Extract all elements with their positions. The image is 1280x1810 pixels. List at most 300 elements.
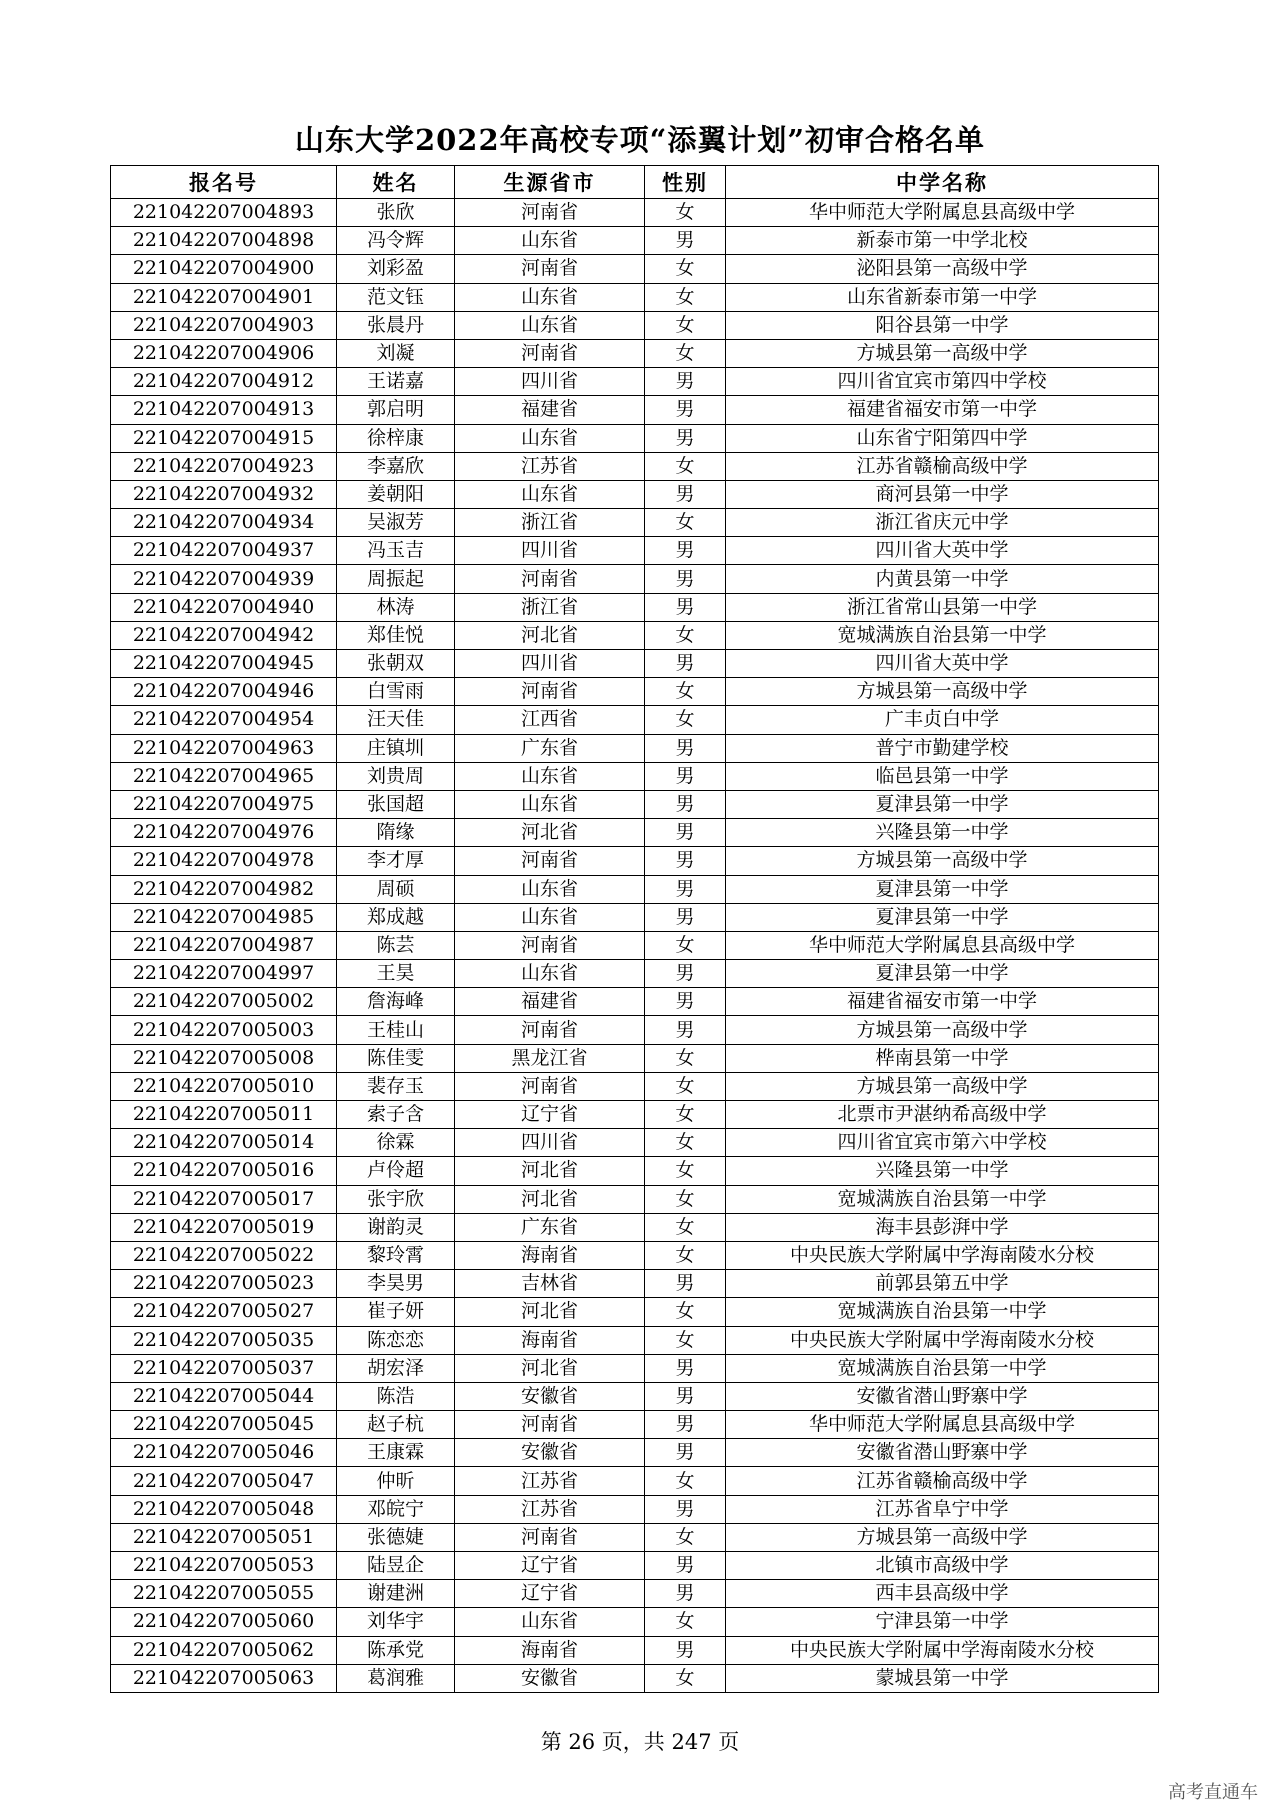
registration-number-cell: 221042207005047 xyxy=(111,1467,337,1495)
province-cell: 山东省 xyxy=(455,790,645,818)
table-row xyxy=(111,452,1159,480)
province-cell: 河南省 xyxy=(455,1523,645,1551)
school-cell: 江苏省赣榆高级中学 xyxy=(726,1467,1159,1495)
school-cell: 宁津县第一中学 xyxy=(726,1608,1159,1636)
gender-cell: 女 xyxy=(645,1664,726,1692)
province-cell: 四川省 xyxy=(455,537,645,565)
gender-cell: 女 xyxy=(645,339,726,367)
table-row xyxy=(111,1101,1159,1129)
gender-cell: 女 xyxy=(645,311,726,339)
school-cell: 北票市尹湛纳希高级中学 xyxy=(726,1101,1159,1129)
name-cell: 隋缘 xyxy=(337,819,455,847)
gender-cell: 男 xyxy=(645,762,726,790)
province-cell: 山东省 xyxy=(455,480,645,508)
document-title: 山东大学2022年高校专项“添翼计划”初审合格名单 xyxy=(294,123,986,157)
name-cell: 胡宏泽 xyxy=(337,1354,455,1382)
name-cell: 谢韵灵 xyxy=(337,1213,455,1241)
registration-number-cell: 221042207004939 xyxy=(111,565,337,593)
name-cell: 郑成越 xyxy=(337,903,455,931)
table-row xyxy=(111,537,1159,565)
gender-cell: 女 xyxy=(645,1298,726,1326)
province-cell: 河北省 xyxy=(455,621,645,649)
table-row xyxy=(111,1495,1159,1523)
table-row xyxy=(111,1608,1159,1636)
name-cell: 汪天佳 xyxy=(337,706,455,734)
name-cell: 周硕 xyxy=(337,875,455,903)
name-cell: 索子含 xyxy=(337,1101,455,1129)
name-cell: 卢伶超 xyxy=(337,1157,455,1185)
table-row xyxy=(111,565,1159,593)
school-cell: 华中师范大学附属息县高级中学 xyxy=(726,931,1159,959)
name-cell: 陈佳雯 xyxy=(337,1044,455,1072)
province-cell: 江苏省 xyxy=(455,452,645,480)
registration-number-cell: 221042207004945 xyxy=(111,650,337,678)
registration-number-cell: 221042207005062 xyxy=(111,1636,337,1664)
table-row xyxy=(111,1326,1159,1354)
table-row xyxy=(111,368,1159,396)
gender-cell: 女 xyxy=(645,509,726,537)
table-row xyxy=(111,762,1159,790)
name-cell: 王康霖 xyxy=(337,1439,455,1467)
registration-number-cell: 221042207004901 xyxy=(111,283,337,311)
name-cell: 谢建洲 xyxy=(337,1580,455,1608)
province-cell: 河北省 xyxy=(455,1157,645,1185)
registration-number-cell: 221042207004946 xyxy=(111,678,337,706)
registration-number-cell: 221042207005002 xyxy=(111,988,337,1016)
school-cell: 蒙城县第一中学 xyxy=(726,1664,1159,1692)
province-cell: 山东省 xyxy=(455,283,645,311)
province-cell: 浙江省 xyxy=(455,593,645,621)
gender-cell: 男 xyxy=(645,1270,726,1298)
roster-table xyxy=(110,165,1159,1693)
table-row xyxy=(111,255,1159,283)
gender-cell: 男 xyxy=(645,537,726,565)
gender-cell: 男 xyxy=(645,1382,726,1410)
school-cell: 商河县第一中学 xyxy=(726,480,1159,508)
table-row xyxy=(111,424,1159,452)
school-cell: 夏津县第一中学 xyxy=(726,875,1159,903)
registration-number-cell: 221042207005010 xyxy=(111,1072,337,1100)
province-cell: 山东省 xyxy=(455,875,645,903)
gender-cell: 女 xyxy=(645,1523,726,1551)
name-cell: 徐梓康 xyxy=(337,424,455,452)
registration-number-cell: 221042207004985 xyxy=(111,903,337,931)
province-cell: 河南省 xyxy=(455,1072,645,1100)
table-row xyxy=(111,1213,1159,1241)
registration-number-cell: 221042207004965 xyxy=(111,762,337,790)
registration-number-cell: 221042207004982 xyxy=(111,875,337,903)
school-cell: 泌阳县第一高级中学 xyxy=(726,255,1159,283)
school-cell: 阳谷县第一中学 xyxy=(726,311,1159,339)
name-cell: 陈承党 xyxy=(337,1636,455,1664)
table-row xyxy=(111,903,1159,931)
province-cell: 河南省 xyxy=(455,565,645,593)
province-cell: 安徽省 xyxy=(455,1664,645,1692)
registration-number-cell: 221042207004997 xyxy=(111,960,337,988)
school-cell: 方城县第一高级中学 xyxy=(726,1523,1159,1551)
province-cell: 河南省 xyxy=(455,199,645,227)
gender-cell: 女 xyxy=(645,1072,726,1100)
gender-cell: 男 xyxy=(645,903,726,931)
table-row xyxy=(111,199,1159,227)
table-row xyxy=(111,1298,1159,1326)
registration-number-cell: 221042207005011 xyxy=(111,1101,337,1129)
gender-cell: 男 xyxy=(645,1439,726,1467)
gender-cell: 男 xyxy=(645,565,726,593)
name-cell: 王诺嘉 xyxy=(337,368,455,396)
registration-number-cell: 221042207004932 xyxy=(111,480,337,508)
table-row xyxy=(111,1523,1159,1551)
name-cell: 刘彩盈 xyxy=(337,255,455,283)
registration-number-cell: 221042207004893 xyxy=(111,199,337,227)
province-cell: 河南省 xyxy=(455,678,645,706)
province-cell: 山东省 xyxy=(455,227,645,255)
gender-cell: 男 xyxy=(645,790,726,818)
name-cell: 陆昱企 xyxy=(337,1552,455,1580)
table-row xyxy=(111,1185,1159,1213)
registration-number-cell: 221042207004915 xyxy=(111,424,337,452)
name-cell: 冯令辉 xyxy=(337,227,455,255)
school-cell: 前郭县第五中学 xyxy=(726,1270,1159,1298)
registration-number-cell: 221042207004942 xyxy=(111,621,337,649)
name-cell: 张晨丹 xyxy=(337,311,455,339)
school-cell: 福建省福安市第一中学 xyxy=(726,396,1159,424)
registration-number-cell: 221042207004987 xyxy=(111,931,337,959)
registration-number-cell: 221042207004978 xyxy=(111,847,337,875)
gender-cell: 男 xyxy=(645,1495,726,1523)
name-cell: 冯玉吉 xyxy=(337,537,455,565)
province-cell: 吉林省 xyxy=(455,1270,645,1298)
name-cell: 李昊男 xyxy=(337,1270,455,1298)
gender-cell: 男 xyxy=(645,819,726,847)
province-cell: 山东省 xyxy=(455,424,645,452)
school-cell: 华中师范大学附属息县高级中学 xyxy=(726,199,1159,227)
registration-number-cell: 221042207004976 xyxy=(111,819,337,847)
gender-cell: 男 xyxy=(645,875,726,903)
school-cell: 夏津县第一中学 xyxy=(726,903,1159,931)
table-row xyxy=(111,1354,1159,1382)
province-cell: 四川省 xyxy=(455,650,645,678)
name-cell: 王昊 xyxy=(337,960,455,988)
province-cell: 河南省 xyxy=(455,339,645,367)
province-cell: 浙江省 xyxy=(455,509,645,537)
registration-number-cell: 221042207005046 xyxy=(111,1439,337,1467)
gender-cell: 男 xyxy=(645,1580,726,1608)
province-cell: 河北省 xyxy=(455,1185,645,1213)
registration-number-cell: 221042207005017 xyxy=(111,1185,337,1213)
table-row xyxy=(111,1016,1159,1044)
province-cell: 辽宁省 xyxy=(455,1580,645,1608)
table-row xyxy=(111,1636,1159,1664)
gender-cell: 男 xyxy=(645,1636,726,1664)
table-row xyxy=(111,1044,1159,1072)
province-cell: 辽宁省 xyxy=(455,1552,645,1580)
name-cell: 周振起 xyxy=(337,565,455,593)
table-row xyxy=(111,1072,1159,1100)
name-cell: 刘凝 xyxy=(337,339,455,367)
table-row xyxy=(111,1157,1159,1185)
province-cell: 安徽省 xyxy=(455,1439,645,1467)
gender-cell: 女 xyxy=(645,1326,726,1354)
registration-number-cell: 221042207005044 xyxy=(111,1382,337,1410)
name-cell: 葛润雅 xyxy=(337,1664,455,1692)
province-cell: 辽宁省 xyxy=(455,1101,645,1129)
school-cell: 中央民族大学附属中学海南陵水分校 xyxy=(726,1326,1159,1354)
header-gender: 性别 xyxy=(645,166,726,199)
name-cell: 张德婕 xyxy=(337,1523,455,1551)
table-row xyxy=(111,283,1159,311)
school-cell: 江苏省赣榆高级中学 xyxy=(726,452,1159,480)
gender-cell: 女 xyxy=(645,199,726,227)
name-cell: 刘华宇 xyxy=(337,1608,455,1636)
province-cell: 海南省 xyxy=(455,1326,645,1354)
name-cell: 仲昕 xyxy=(337,1467,455,1495)
registration-number-cell: 221042207004940 xyxy=(111,593,337,621)
registration-number-cell: 221042207005016 xyxy=(111,1157,337,1185)
gender-cell: 女 xyxy=(645,255,726,283)
school-cell: 方城县第一高级中学 xyxy=(726,339,1159,367)
province-cell: 四川省 xyxy=(455,368,645,396)
school-cell: 浙江省常山县第一中学 xyxy=(726,593,1159,621)
name-cell: 郭启明 xyxy=(337,396,455,424)
school-cell: 海丰县彭湃中学 xyxy=(726,1213,1159,1241)
province-cell: 山东省 xyxy=(455,311,645,339)
school-cell: 福建省福安市第一中学 xyxy=(726,988,1159,1016)
province-cell: 山东省 xyxy=(455,903,645,931)
school-cell: 临邑县第一中学 xyxy=(726,762,1159,790)
school-cell: 兴隆县第一中学 xyxy=(726,1157,1159,1185)
school-cell: 广丰贞白中学 xyxy=(726,706,1159,734)
name-cell: 邓皖宁 xyxy=(337,1495,455,1523)
registration-number-cell: 221042207005027 xyxy=(111,1298,337,1326)
school-cell: 安徽省潜山野寨中学 xyxy=(726,1382,1159,1410)
school-cell: 宽城满族自治县第一中学 xyxy=(726,621,1159,649)
province-cell: 江苏省 xyxy=(455,1467,645,1495)
registration-number-cell: 221042207005051 xyxy=(111,1523,337,1551)
registration-number-cell: 221042207005003 xyxy=(111,1016,337,1044)
school-cell: 北镇市高级中学 xyxy=(726,1552,1159,1580)
table-row xyxy=(111,396,1159,424)
name-cell: 李嘉欣 xyxy=(337,452,455,480)
name-cell: 姜朝阳 xyxy=(337,480,455,508)
school-cell: 普宁市勤建学校 xyxy=(726,734,1159,762)
gender-cell: 女 xyxy=(645,452,726,480)
school-cell: 夏津县第一中学 xyxy=(726,960,1159,988)
school-cell: 四川省大英中学 xyxy=(726,650,1159,678)
school-cell: 新泰市第一中学北校 xyxy=(726,227,1159,255)
table-header-row xyxy=(111,166,1159,199)
gender-cell: 男 xyxy=(645,1552,726,1580)
gender-cell: 男 xyxy=(645,988,726,1016)
province-cell: 山东省 xyxy=(455,1608,645,1636)
province-cell: 海南省 xyxy=(455,1241,645,1269)
gender-cell: 女 xyxy=(645,1467,726,1495)
school-cell: 内黄县第一中学 xyxy=(726,565,1159,593)
name-cell: 郑佳悦 xyxy=(337,621,455,649)
registration-number-cell: 221042207004898 xyxy=(111,227,337,255)
school-cell: 西丰县高级中学 xyxy=(726,1580,1159,1608)
table-row xyxy=(111,734,1159,762)
gender-cell: 女 xyxy=(645,1157,726,1185)
gender-cell: 男 xyxy=(645,368,726,396)
province-cell: 江苏省 xyxy=(455,1495,645,1523)
school-cell: 江苏省阜宁中学 xyxy=(726,1495,1159,1523)
school-cell: 山东省新泰市第一中学 xyxy=(726,283,1159,311)
table-row xyxy=(111,875,1159,903)
school-cell: 华中师范大学附属息县高级中学 xyxy=(726,1411,1159,1439)
province-cell: 江西省 xyxy=(455,706,645,734)
gender-cell: 男 xyxy=(645,424,726,452)
header-registration-number: 报名号 xyxy=(111,166,337,199)
watermark: 高考直通车 xyxy=(1168,1782,1258,1803)
gender-cell: 男 xyxy=(645,593,726,621)
registration-number-cell: 221042207004912 xyxy=(111,368,337,396)
province-cell: 河南省 xyxy=(455,255,645,283)
table-row xyxy=(111,311,1159,339)
table-row xyxy=(111,706,1159,734)
name-cell: 陈浩 xyxy=(337,1382,455,1410)
table-row xyxy=(111,1552,1159,1580)
school-cell: 中央民族大学附属中学海南陵水分校 xyxy=(726,1636,1159,1664)
gender-cell: 男 xyxy=(645,396,726,424)
registration-number-cell: 221042207005055 xyxy=(111,1580,337,1608)
gender-cell: 男 xyxy=(645,650,726,678)
school-cell: 方城县第一高级中学 xyxy=(726,678,1159,706)
registration-number-cell: 221042207004903 xyxy=(111,311,337,339)
name-cell: 张国超 xyxy=(337,790,455,818)
gender-cell: 女 xyxy=(645,1185,726,1213)
table-row xyxy=(111,960,1159,988)
province-cell: 河北省 xyxy=(455,1298,645,1326)
table-row xyxy=(111,988,1159,1016)
school-cell: 山东省宁阳第四中学 xyxy=(726,424,1159,452)
province-cell: 广东省 xyxy=(455,734,645,762)
header-school: 中学名称 xyxy=(726,166,1159,199)
name-cell: 张朝双 xyxy=(337,650,455,678)
province-cell: 河南省 xyxy=(455,847,645,875)
name-cell: 刘贵周 xyxy=(337,762,455,790)
registration-number-cell: 221042207004963 xyxy=(111,734,337,762)
school-cell: 四川省大英中学 xyxy=(726,537,1159,565)
name-cell: 王桂山 xyxy=(337,1016,455,1044)
province-cell: 四川省 xyxy=(455,1129,645,1157)
school-cell: 方城县第一高级中学 xyxy=(726,847,1159,875)
school-cell: 方城县第一高级中学 xyxy=(726,1016,1159,1044)
registration-number-cell: 221042207004900 xyxy=(111,255,337,283)
name-cell: 林涛 xyxy=(337,593,455,621)
province-cell: 海南省 xyxy=(455,1636,645,1664)
header-province: 生源省市 xyxy=(455,166,645,199)
name-cell: 范文钰 xyxy=(337,283,455,311)
province-cell: 广东省 xyxy=(455,1213,645,1241)
registration-number-cell: 221042207005023 xyxy=(111,1270,337,1298)
name-cell: 陈芸 xyxy=(337,931,455,959)
table-row xyxy=(111,339,1159,367)
gender-cell: 女 xyxy=(645,1241,726,1269)
school-cell: 桦南县第一中学 xyxy=(726,1044,1159,1072)
school-cell: 夏津县第一中学 xyxy=(726,790,1159,818)
gender-cell: 男 xyxy=(645,1354,726,1382)
registration-number-cell: 221042207004954 xyxy=(111,706,337,734)
table-row xyxy=(111,621,1159,649)
table-row xyxy=(111,1467,1159,1495)
gender-cell: 男 xyxy=(645,227,726,255)
school-cell: 宽城满族自治县第一中学 xyxy=(726,1185,1159,1213)
gender-cell: 女 xyxy=(645,1101,726,1129)
gender-cell: 女 xyxy=(645,931,726,959)
name-cell: 赵子杭 xyxy=(337,1411,455,1439)
gender-cell: 女 xyxy=(645,1213,726,1241)
gender-cell: 女 xyxy=(645,1608,726,1636)
table-row xyxy=(111,1580,1159,1608)
table-row xyxy=(111,650,1159,678)
province-cell: 山东省 xyxy=(455,762,645,790)
table-row xyxy=(111,678,1159,706)
table-row xyxy=(111,480,1159,508)
name-cell: 詹海峰 xyxy=(337,988,455,1016)
registration-number-cell: 221042207004913 xyxy=(111,396,337,424)
registration-number-cell: 221042207005014 xyxy=(111,1129,337,1157)
registration-number-cell: 221042207005019 xyxy=(111,1213,337,1241)
header-name: 姓名 xyxy=(337,166,455,199)
table-row xyxy=(111,593,1159,621)
gender-cell: 女 xyxy=(645,1044,726,1072)
table-row xyxy=(111,1129,1159,1157)
registration-number-cell: 221042207004934 xyxy=(111,509,337,537)
school-cell: 宽城满族自治县第一中学 xyxy=(726,1298,1159,1326)
table-row xyxy=(111,1439,1159,1467)
name-cell: 陈恋恋 xyxy=(337,1326,455,1354)
school-cell: 四川省宜宾市第四中学校 xyxy=(726,368,1159,396)
name-cell: 张宇欣 xyxy=(337,1185,455,1213)
gender-cell: 男 xyxy=(645,960,726,988)
province-cell: 安徽省 xyxy=(455,1382,645,1410)
name-cell: 崔子妍 xyxy=(337,1298,455,1326)
province-cell: 黑龙江省 xyxy=(455,1044,645,1072)
registration-number-cell: 221042207005035 xyxy=(111,1326,337,1354)
registration-number-cell: 221042207005060 xyxy=(111,1608,337,1636)
school-cell: 兴隆县第一中学 xyxy=(726,819,1159,847)
table-row xyxy=(111,790,1159,818)
table-row xyxy=(111,509,1159,537)
registration-number-cell: 221042207004906 xyxy=(111,339,337,367)
province-cell: 山东省 xyxy=(455,960,645,988)
registration-number-cell: 221042207004937 xyxy=(111,537,337,565)
province-cell: 福建省 xyxy=(455,396,645,424)
gender-cell: 女 xyxy=(645,678,726,706)
table-row xyxy=(111,1270,1159,1298)
province-cell: 河南省 xyxy=(455,931,645,959)
name-cell: 吴淑芳 xyxy=(337,509,455,537)
name-cell: 裴存玉 xyxy=(337,1072,455,1100)
school-cell: 四川省宜宾市第六中学校 xyxy=(726,1129,1159,1157)
registration-number-cell: 221042207005053 xyxy=(111,1552,337,1580)
table-row xyxy=(111,931,1159,959)
name-cell: 徐霖 xyxy=(337,1129,455,1157)
province-cell: 河南省 xyxy=(455,1411,645,1439)
registration-number-cell: 221042207005063 xyxy=(111,1664,337,1692)
school-cell: 中央民族大学附属中学海南陵水分校 xyxy=(726,1241,1159,1269)
table-row xyxy=(111,1411,1159,1439)
gender-cell: 男 xyxy=(645,1016,726,1044)
gender-cell: 女 xyxy=(645,1129,726,1157)
table-body xyxy=(111,199,1159,1693)
table-row xyxy=(111,227,1159,255)
province-cell: 河北省 xyxy=(455,819,645,847)
gender-cell: 男 xyxy=(645,1411,726,1439)
school-cell: 浙江省庆元中学 xyxy=(726,509,1159,537)
name-cell: 李才厚 xyxy=(337,847,455,875)
